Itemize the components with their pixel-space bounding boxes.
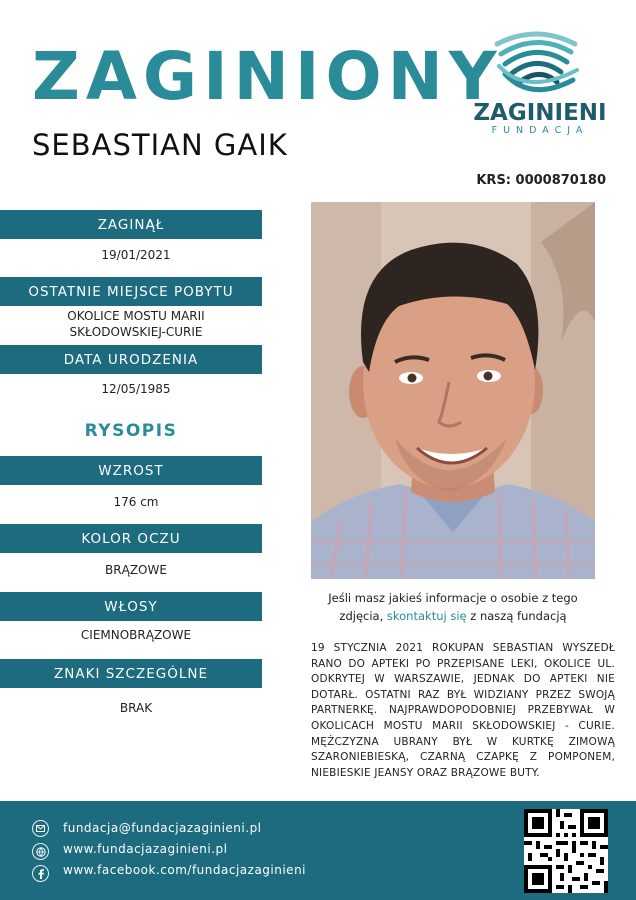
special-marks-value: BRAK xyxy=(119,701,153,715)
hair-value: CIEMNOBRĄZOWE xyxy=(80,628,192,642)
last-place-line2: SKŁODOWSKIEJ-CURIE xyxy=(69,325,203,339)
krs-number: KRS: 0000870180 xyxy=(476,173,606,188)
contact-link[interactable]: skontaktuj się xyxy=(386,609,467,623)
contact-info-line2 xyxy=(311,607,595,625)
missing-date-value: 19/01/2021 xyxy=(101,248,171,262)
case-description: 19 STYCZNIA 2021 ROKUPAN SEBASTIAN WYSZEDŁ RANO DO APTEKI PO PRZEPISANE LEKI, OKOLICE UL. ODKRYTEJ W WARSZAWIE, JEDNAK DO APTEKI NIE DOTARŁ. OSTATNI RAZ BYŁ WIDZIANY PRZEZ SWOJĄ PARTNERKĘ. NAJPRAWDOPODOBNIEJ PRZEBYWAŁ W OKOLICACH MOSTU MARII SKŁODOWSKIEJ - CURIE. MĘŻCZYZNA UBRANY BYŁ W KURTKĘ ZIMOWĄ SZARONIEBIESKĄ, CZARNĄ CZAPKĘ Z POMPONEM, NIEBIESKIE JEANSY ORAZ BRĄZOWE BUTY. xyxy=(311,642,615,779)
logo-wordmark: ZAGINIENI xyxy=(473,100,607,126)
contact-info-prefix: zdjęcia, xyxy=(339,609,387,623)
contact-info-suffix: z naszą fundacją xyxy=(466,609,567,623)
eye-color-value: BRĄZOWE xyxy=(105,563,167,577)
portrait-illustration xyxy=(311,202,595,579)
birth-date-value: 12/05/1985 xyxy=(101,382,171,396)
foundation-logo-eye-icon xyxy=(491,30,581,100)
height-value: 176 cm xyxy=(113,495,159,509)
footer-facebook-link[interactable]: www.facebook.com/fundacjazaginieni xyxy=(63,863,307,877)
eye-color-label: KOLOR OCZU xyxy=(0,524,262,553)
qr-code-pattern xyxy=(524,809,608,893)
missing-person-photo xyxy=(311,202,595,579)
footer-website-link[interactable]: www.fundacjazaginieni.pl xyxy=(63,842,228,856)
logo-subtitle: FUNDACJA xyxy=(491,125,589,136)
special-marks-label: ZNAKI SZCZEGÓLNE xyxy=(0,659,262,688)
poster-headline: ZAGINIONY xyxy=(32,38,503,115)
footer-email-link[interactable]: fundacja@fundacjazaginieni.pl xyxy=(63,821,262,835)
last-place-line1: OKOLICE MOSTU MARII xyxy=(67,309,205,323)
hair-label: WŁOSY xyxy=(0,592,262,621)
facebook-icon xyxy=(32,865,49,882)
mail-icon xyxy=(32,820,49,837)
description-title: RYSOPIS xyxy=(84,421,178,441)
height-label: WZROST xyxy=(0,456,262,485)
contact-info-line1: Jeśli masz jakieś informacje o osobie z tego xyxy=(328,591,578,605)
contact-info-text xyxy=(311,589,595,625)
last-place-label: OSTATNIE MIEJSCE POBYTU xyxy=(0,277,262,306)
missing-date-label: ZAGINĄŁ xyxy=(0,210,262,239)
qr-code-icon[interactable] xyxy=(524,809,608,893)
person-name: SEBASTIAN GAIK xyxy=(32,128,288,162)
globe-icon xyxy=(32,843,49,860)
birth-date-label: DATA URODZENIA xyxy=(0,345,262,374)
